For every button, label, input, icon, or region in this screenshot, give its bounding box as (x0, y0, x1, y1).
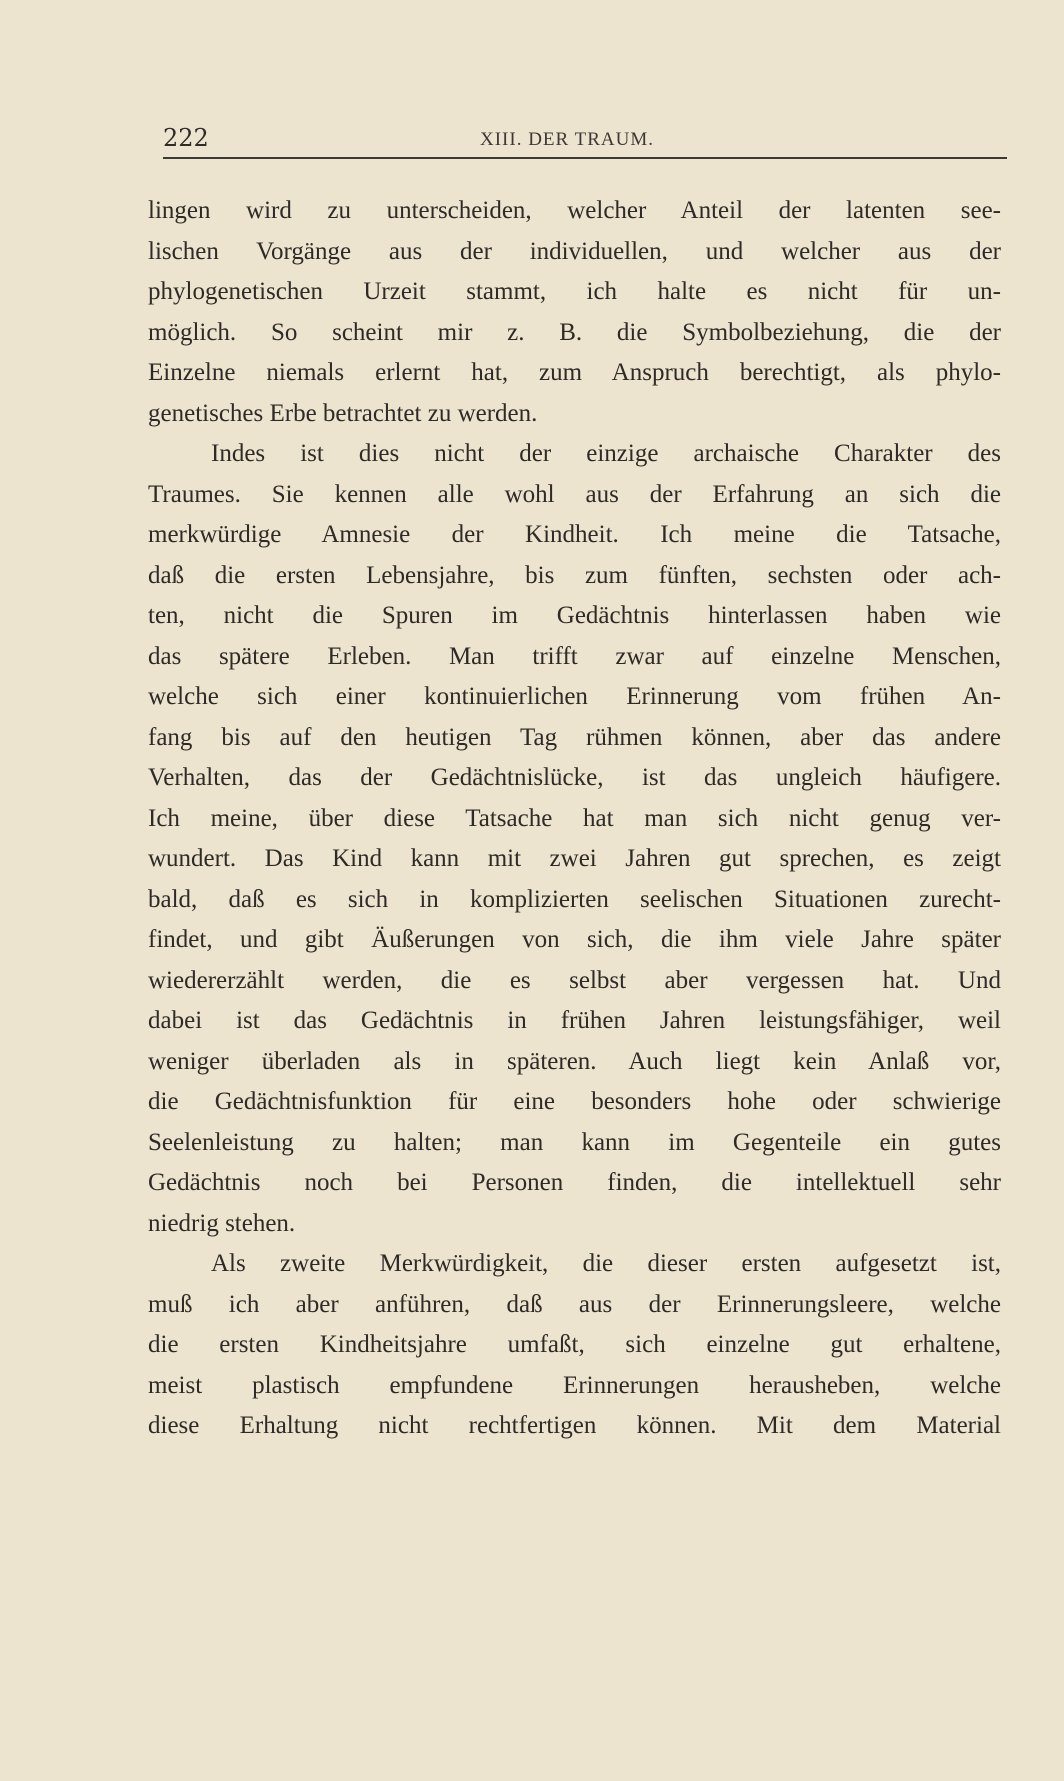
text-line: wundert. Das Kind kann mit zwei Jahren gut sprechen, es zeigt (148, 845, 1001, 872)
text-line: Verhalten, das der Gedächtnislücke, ist das ungleich häufigere. (148, 764, 1001, 791)
body-text (148, 191, 1001, 1447)
text-line: Seelenleistung zu halten; man kann im Gegenteile ein gutes (148, 1128, 1001, 1156)
text-line: muß ich aber anführen, daß aus der Erinnerungsleere, welche (148, 1290, 1001, 1318)
text-line: bald, daß es sich in komplizierten seelischen Situationen zurecht- (148, 885, 1001, 913)
text-line: meist plastisch empfundene Erinnerungen herausheben, welche (148, 1371, 1001, 1399)
text-line: die Gedächtnisfunktion für eine besonders hohe oder schwierige (148, 1088, 1001, 1115)
text-line: findet, und gibt Äußerungen von sich, die ihm viele Jahre später (148, 926, 1001, 953)
text-line: genetisches Erbe betrachtet zu werden. (148, 399, 538, 427)
text-line: fang bis auf den heutigen Tag rühmen können, aber das andere (148, 723, 1001, 751)
text-line: welche sich einer kontinuierlichen Erinnerung vom frühen An- (148, 683, 1001, 710)
text-line: Einzelne niemals erlernt hat, zum Anspruch berechtigt, als phylo- (148, 359, 1001, 386)
text-line: die ersten Kindheitsjahre umfaßt, sich einzelne gut erhaltene, (148, 1331, 1001, 1358)
page-header (163, 124, 1007, 160)
text-line: lischen Vorgänge aus der individuellen, und welcher aus der (148, 237, 1001, 265)
text-line: diese Erhaltung nicht rechtfertigen können. Mit dem Material (148, 1412, 1001, 1439)
text-line: lingen wird zu unterscheiden, welcher Anteil der latenten see- (148, 197, 1001, 224)
text-line: Als zweite Merkwürdigkeit, die dieser ersten aufgesetzt ist, (211, 1250, 1001, 1277)
header-rule (163, 157, 1007, 159)
text-line: dabei ist das Gedächtnis in frühen Jahren leistungsfähiger, weil (148, 1007, 1001, 1034)
text-line: Indes ist dies nicht der einzige archaische Charakter des (211, 440, 1001, 467)
running-head: XIII. DER TRAUM. (480, 129, 654, 150)
page-number: 222 (163, 124, 209, 152)
text-line: merkwürdige Amnesie der Kindheit. Ich meine die Tatsache, (148, 521, 1001, 548)
text-line: ten, nicht die Spuren im Gedächtnis hinterlassen haben wie (148, 602, 1001, 629)
text-line: daß die ersten Lebensjahre, bis zum fünften, sechsten oder ach- (148, 561, 1001, 589)
text-line: das spätere Erleben. Man trifft zwar auf einzelne Menschen, (148, 642, 1001, 670)
text-line: weniger überladen als in späteren. Auch liegt kein Anlaß vor, (148, 1047, 1001, 1075)
text-line: wiedererzählt werden, die es selbst aber vergessen hat. Und (148, 966, 1001, 994)
text-line: Ich meine, über diese Tatsache hat man sich nicht genug ver- (148, 804, 1001, 832)
text-line: niedrig stehen. (148, 1209, 296, 1237)
text-line: möglich. So scheint mir z. B. die Symbolbeziehung, die der (148, 318, 1001, 346)
text-line: phylogenetischen Urzeit stammt, ich halte es nicht für un- (148, 278, 1001, 305)
text-line: Traumes. Sie kennen alle wohl aus der Erfahrung an sich die (148, 480, 1001, 508)
text-line: Gedächtnis noch bei Personen finden, die intellektuell sehr (148, 1169, 1001, 1196)
